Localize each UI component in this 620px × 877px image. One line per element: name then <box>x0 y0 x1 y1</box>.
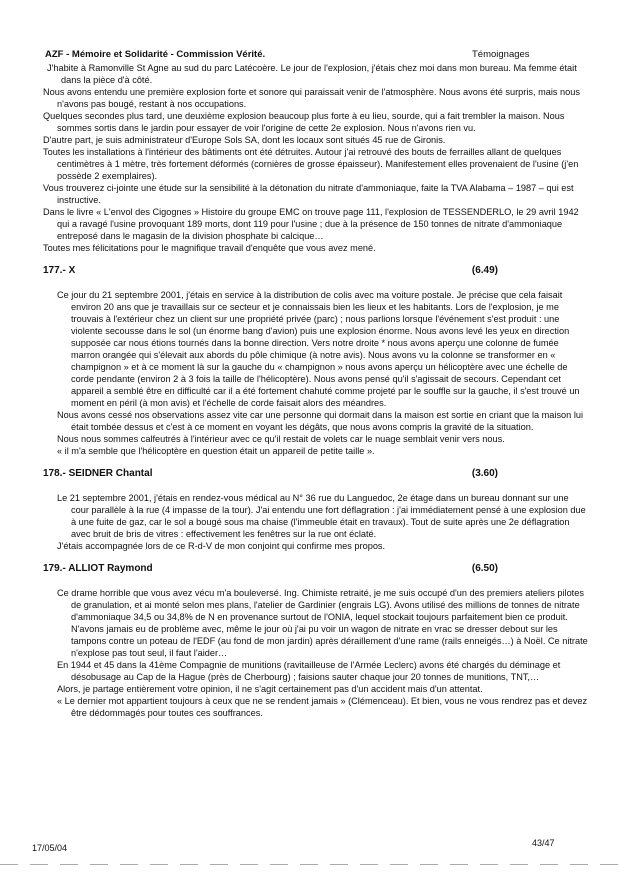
header-section-label: Témoignages <box>472 49 530 60</box>
paragraph: Ce drame horrible que vous avez vécu m'a bouleversé. Ing. Chimiste retraité, je me suis occupé d'un des premiers ateliers pilotes de granulation, et ai monté selon mes plans, l'atelier de Gardinier (engrais LG). Avons utilisé des millions de tonnes de nitrate d'ammoniaque 34,5 ou 34,8% de N en provenance surtout de l'ONIA, lequel stockait toujours parfaitement bien ce produit. N'avons jamais eu de problème avec, même le jour où j'ai pu voir un wagon de nitrate en vrac se dresser debout sur les tampons contre un poteau de l'EDF (au fond de mon jardin) après déraillement d'une rame (rails enneigés…) à Noël. Ce nitrate n'explose pas tout seul, il faut l'aider… <box>57 588 588 658</box>
testimony-title: 178.- SEIDNER Chantal <box>43 468 153 479</box>
intro-testimony <box>43 62 588 254</box>
page-number: 43/47 <box>532 838 555 848</box>
testimony-title: 177.- X <box>43 265 76 276</box>
paragraph: Le 21 septembre 2001, j'étais en rendez-vous médical au N° 36 rue du Languedoc, 2e étage dans un bureau donnant sur une cour parallèle à la rue (4 impasse de la tour). J'ai entendu une fort déflagration : j'ai immédiatement pensé à une explosion due à une fuite de gaz, car le sol a bougé sous ma chaise (l'immeuble était en travaux). Tout de suite après une 2e déflagration avec bruit de bris de vitres : effectivement les fenêtres sur la rue ont éclaté. <box>57 493 586 539</box>
paragraph: D'autre part, je suis administrateur d'Europe Sols SA, dont les locaux sont situés 45 rue de Gironis. <box>43 135 446 145</box>
header-title: AZF - Mémoire et Solidarité - Commission Vérité. <box>45 49 266 60</box>
testimony-177 <box>43 265 588 457</box>
testimony-score: (6.49) <box>471 265 498 276</box>
paragraph: Toutes mes félicitations pour le magnifique travail d'enquête que vous avez mené. <box>43 243 376 253</box>
footer-date: 17/05/04 <box>32 843 68 853</box>
testimony-179 <box>43 563 588 719</box>
paragraph: Vous trouverez ci-jointe une étude sur la sensibilité à la détonation du nitrate d'ammoniaque, faite la TVA Alabama – 1987 – qui est instructive. <box>43 183 574 205</box>
testimony-title: 179.- ALLIOT Raymond <box>43 563 153 574</box>
testimony-score: (6.50) <box>471 563 498 574</box>
paragraph: J'habite à Ramonville St Agne au sud du parc Latécoère. Le jour de l'explosion, j'étais chez moi dans mon bureau. Ma femme était dans la pièce d'à côté. <box>47 63 577 85</box>
paragraph: Toutes les installations à l'intérieur des bâtiments ont été détruites. Autour j'ai retrouvé des bouts de ferrailles allant de quelques centimètres à 1 mètre, très fortement déformés (cornières de grosse épaisseur). Manifestement elles provenaient de l'usine (j'en possède 2 exemplaires). <box>43 147 579 181</box>
paragraph: J'étais accompagnée lors de ce R-d-V de mon conjoint qui confirme mes propos. <box>57 541 386 551</box>
paragraph: Nous avons entendu une première explosion forte et sonore qui paraissait venir de l'atmosphère. Nous avons été surpris, mais nous n'avons pas bougé, restant à nos occupations. <box>43 87 580 109</box>
paragraph: « Le dernier mot appartient toujours à ceux que ne se rendent jamais » (Clémenceau). Et bien, vous ne vous rendrez pas et devez être dédommagés pour toutes ces souffrances. <box>57 696 588 718</box>
paragraph: Nous nous sommes calfeutrés à l'intérieur avec ce qu'il restait de volets car le nuage semblait venir vers nous. <box>57 434 505 444</box>
paragraph: Alors, je partage entièrement votre opinion, il ne s'agit certainement pas d'un accident mais d'un attentat. <box>57 684 483 694</box>
scan-edge-divider <box>0 864 620 865</box>
testimony-178 <box>43 468 588 552</box>
paragraph: « il m'a semble que l'hélicoptère en question était un appareil de petite taille ». <box>57 446 375 456</box>
paragraph: Nous avons cessé nos observations assez vite car une personne qui dormait dans la maison est sortie en criant que la maison lui était tombée dessus et c'est à ce moment en voyant les dégâts, que nous avons compris la gravité de la situation. <box>57 410 584 432</box>
document-body <box>43 62 588 719</box>
paragraph: En 1944 et 45 dans la 41ème Compagnie de munitions (ravitailleuse de l'Armée Leclerc) avons été chargés du déminage et désobusage au Cap de la Hague (près de Cherbourg) ; faisions sauter chaque jour 20 tonnes de munitions, TNT,… <box>57 660 561 682</box>
testimony-score: (3.60) <box>471 468 498 479</box>
paragraph: Dans le livre « L'envol des Cigognes » Histoire du groupe EMC on trouve page 111, l'explosion de TESSENDERLO, le 29 avril 1942 qui a ravagé l'usine provoquant 189 morts, dont 119 pour l'usine ; due à la présence de 150 tonnes de nitrate d'ammoniaque entreposé dans le magasin de la division phosphate bi calcique… <box>43 207 579 241</box>
paragraph: Quelques secondes plus tard, une deuxième explosion beaucoup plus forte à eu lieu, sourde, qui a fait trembler la maison. Nous sommes sortis dans le jardin pour essayer de voir l'origine de cette 2e explosion. Nous n'avons rien vu. <box>43 111 565 133</box>
paragraph: Ce jour du 21 septembre 2001, j'étais en service à la distribution de colis avec ma voiture postale. Je précise que cela faisait environ 20 ans que je travaillais sur ce secteur et je connaissais bien les lieux et les habitants. Lors de l'explosion, je me trouvais à l'extérieur chez un client sur une propriété privée (parc) ; nous parlions lorsque l'événement s'est produit : une violente secousse dans le sol (un énorme bang d'avion) puis une explosion énorme. Nous avons levé les yeux en direction supposée car nous étions tournés dans la bonne direction. Vers notre droite * nous avons aperçu une colonne de fumée marron orangée qui s'élevait aux abords du pôle chimique (à notre avis). Nous avons vu la colonne se transformer en « champignon » et à ce moment là sur la gauche du « champignon » nous avons aperçu un hélicoptère avec une échelle de corde pendante (environ 2 à 3 fois la taille de l'hélicoptère). Nous avons pensé qu'il s'agissait de secours. Cependant cet appareil a semblé être en difficulté car il a été fortement chahuté comme projeté par le souffle sur la gauche, il s'est trouvé un moment en péril (à mon avis) et l'échelle de corde faisait alors des méandres. <box>57 290 580 408</box>
